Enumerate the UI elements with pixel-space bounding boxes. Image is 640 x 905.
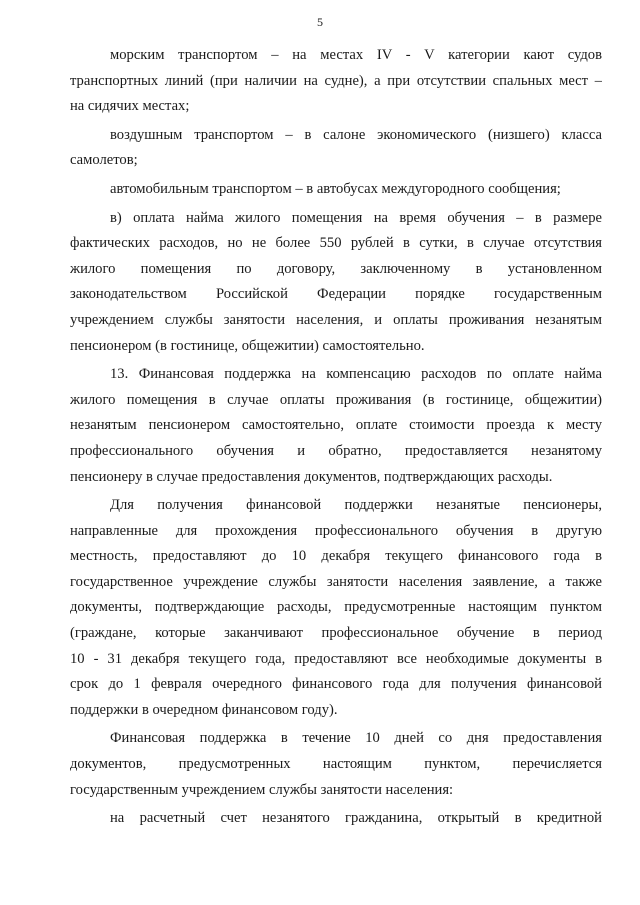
paragraph [70, 43, 602, 120]
text-line: пенсионеру в случае предоставления документов, подтверждающих расходы. [70, 468, 553, 485]
text-line: самолетов; [70, 152, 138, 169]
text-line: Финансовая поддержка в течение 10 дней со дня предоставления [110, 730, 602, 747]
text-line: учреждением службы занятости населения, и оплаты проживания незанятым [70, 311, 602, 328]
text-line: на расчетный счет незанятого гражданина, открытый в кредитной [110, 810, 602, 827]
paragraph [70, 123, 602, 174]
text-line: профессионального обучения и обратно, предоставляется незанятому [70, 442, 602, 459]
text-line: местность, предоставляют до 10 декабря текущего финансового года в [70, 548, 602, 565]
text-line: автомобильным транспортом – в автобусах междугородного сообщения; [110, 180, 561, 197]
document-body [70, 43, 602, 832]
paragraph [70, 493, 602, 723]
text-line: в) оплата найма жилого помещения на время обучения – в размере [110, 209, 602, 226]
text-line: транспортных линий (при наличии на судне), а при отсутствии спальных мест – [70, 72, 602, 89]
text-line: морским транспортом – на местах IV - V категории кают судов [110, 47, 602, 63]
text-line: направленные для прохождения профессионального обучения в другую [70, 522, 602, 539]
paragraph [70, 206, 602, 360]
paragraph [70, 806, 602, 832]
text-line: 13. Финансовая поддержка на компенсацию расходов по оплате найма [110, 366, 602, 383]
paragraph [70, 362, 602, 490]
text-line: фактических расходов, но не более 550 рублей в сутки, в случае отсутствия [70, 235, 602, 252]
text-line: пенсионером (в гостинице, общежитии) самостоятельно. [70, 337, 425, 354]
text-line: незанятым пенсионером самостоятельно, оплате стоимости проезда к месту [70, 417, 602, 434]
text-line: документов, предусмотренных настоящим пунктом, перечисляется [70, 756, 602, 773]
text-line: законодательством Российской Федерации порядке государственным [70, 286, 602, 303]
text-line: государственным учреждением службы занятости населения: [70, 781, 454, 798]
text-line: документы, подтверждающие расходы, предусмотренные настоящим пунктом [70, 599, 602, 616]
text-line: жилого помещения по договору, заключенному в установленном [70, 260, 602, 277]
text-line: срок до 1 февраля очередного финансового года для получения финансовой [70, 676, 602, 693]
text-line: 10 - 31 декабря текущего года, предоставляют все необходимые документы в [70, 650, 602, 667]
text-line: государственное учреждение службы занятости населения заявление, а также [70, 573, 602, 590]
text-line: жилого помещения в случае оплаты проживания (в гостинице, общежитии) [70, 391, 602, 408]
paragraph [70, 177, 602, 203]
text-line: воздушным транспортом – в салоне экономического (низшего) класса [110, 126, 602, 143]
text-line: поддержки в очередном финансовом году). [70, 701, 338, 718]
text-line: на сидячих местах; [70, 98, 190, 115]
text-line: Для получения финансовой поддержки незанятые пенсионеры, [110, 497, 602, 514]
text-line: (граждане, которые заканчивают профессиональное обучение в период [70, 625, 602, 642]
page-number: 5 [317, 15, 323, 29]
paragraph [70, 726, 602, 803]
